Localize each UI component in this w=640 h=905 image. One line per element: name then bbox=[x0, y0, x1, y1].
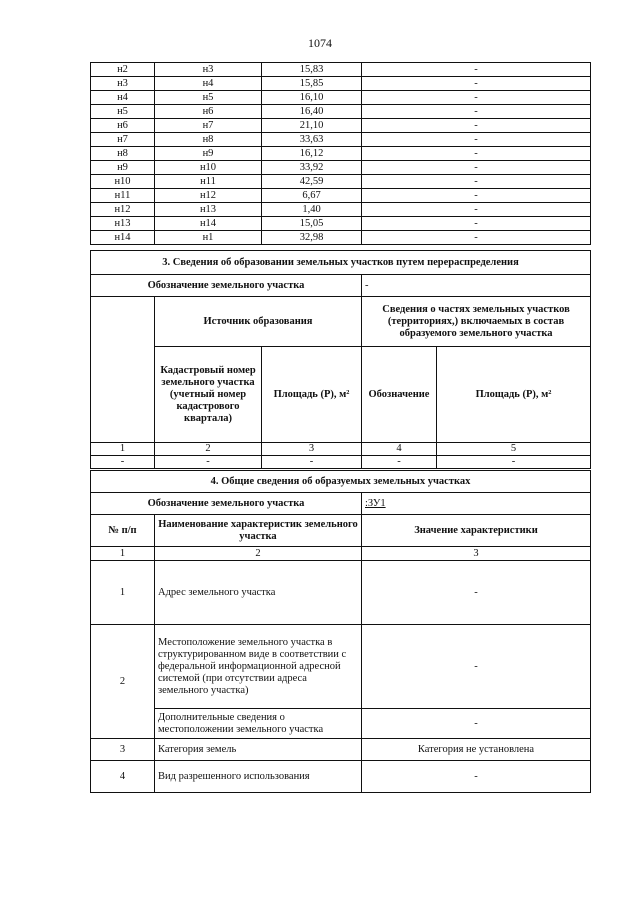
table-row bbox=[91, 203, 591, 217]
section3-designation-label: Обозначение земельного участка bbox=[91, 275, 362, 297]
point-from: н6 bbox=[91, 119, 155, 133]
segment-length: 15,85 bbox=[262, 77, 362, 91]
row-value: - bbox=[362, 561, 591, 625]
table-row bbox=[91, 91, 591, 105]
row-number: 4 bbox=[91, 761, 155, 793]
row-name: Категория земель bbox=[155, 739, 362, 761]
col-number: 5 bbox=[437, 443, 591, 456]
section3-table bbox=[90, 250, 591, 469]
row-value: Категория не установлена bbox=[362, 739, 591, 761]
section4-title: 4. Общие сведения об образуемых земельных участках bbox=[91, 471, 591, 493]
segment-note: - bbox=[362, 119, 591, 133]
table-row bbox=[91, 175, 591, 189]
col-area-header: Площадь (Р), м² bbox=[262, 347, 362, 443]
boundary-points-table bbox=[90, 62, 591, 245]
point-to: н8 bbox=[155, 133, 262, 147]
segment-length: 32,98 bbox=[262, 231, 362, 245]
row-value: - bbox=[362, 761, 591, 793]
data-cell: - bbox=[437, 456, 591, 469]
table-row bbox=[91, 105, 591, 119]
row-value: - bbox=[362, 709, 591, 739]
col-value-header: Значение характеристики bbox=[362, 515, 591, 547]
point-from: н10 bbox=[91, 175, 155, 189]
row-number: 3 bbox=[91, 739, 155, 761]
point-to: н3 bbox=[155, 63, 262, 77]
segment-length: 16,12 bbox=[262, 147, 362, 161]
page-number: 1074 bbox=[308, 36, 332, 50]
point-from: н8 bbox=[91, 147, 155, 161]
col-number: 1 bbox=[91, 443, 155, 456]
row-name: Дополнительные сведения о местоположении земельного участка bbox=[155, 709, 362, 739]
segment-note: - bbox=[362, 175, 591, 189]
table-row bbox=[91, 231, 591, 245]
row-name: Адрес земельного участка bbox=[155, 561, 362, 625]
segment-length: 33,92 bbox=[262, 161, 362, 175]
col-designation-header: Обозначение bbox=[362, 347, 437, 443]
segment-note: - bbox=[362, 203, 591, 217]
section4-designation-label: Обозначение земельного участка bbox=[91, 493, 362, 515]
segment-note: - bbox=[362, 63, 591, 77]
data-cell: - bbox=[155, 456, 262, 469]
data-cell: - bbox=[362, 456, 437, 469]
section3-parts-header: Сведения о частях земельных участков (территориях,) включаемых в состав образуемого земельного участка bbox=[362, 297, 591, 347]
point-to: н14 bbox=[155, 217, 262, 231]
point-from: н14 bbox=[91, 231, 155, 245]
point-to: н10 bbox=[155, 161, 262, 175]
col-cadastral-header: Кадастровый номер земельного участка (учетный номер кадастрового квартала) bbox=[155, 347, 262, 443]
point-from: н3 bbox=[91, 77, 155, 91]
segment-length: 33,63 bbox=[262, 133, 362, 147]
col-number: 4 bbox=[362, 443, 437, 456]
table-row bbox=[91, 217, 591, 231]
segment-note: - bbox=[362, 161, 591, 175]
point-to: н4 bbox=[155, 77, 262, 91]
point-from: н5 bbox=[91, 105, 155, 119]
section3-empty-cell bbox=[91, 297, 155, 443]
point-from: н12 bbox=[91, 203, 155, 217]
row-number: 2 bbox=[91, 625, 155, 739]
segment-note: - bbox=[362, 77, 591, 91]
point-to: н1 bbox=[155, 231, 262, 245]
segment-length: 15,83 bbox=[262, 63, 362, 77]
section4-table bbox=[90, 470, 591, 793]
col-no-header: № п/п bbox=[91, 515, 155, 547]
point-from: н9 bbox=[91, 161, 155, 175]
point-from: н11 bbox=[91, 189, 155, 203]
segment-length: 16,10 bbox=[262, 91, 362, 105]
segment-length: 42,59 bbox=[262, 175, 362, 189]
segment-note: - bbox=[362, 105, 591, 119]
point-from: н4 bbox=[91, 91, 155, 105]
data-cell: - bbox=[91, 456, 155, 469]
data-cell: - bbox=[262, 456, 362, 469]
col-number: 1 bbox=[91, 547, 155, 561]
section3-designation-value: - bbox=[362, 275, 591, 297]
segment-note: - bbox=[362, 189, 591, 203]
segment-length: 6,67 bbox=[262, 189, 362, 203]
col-number: 3 bbox=[362, 547, 591, 561]
segment-note: - bbox=[362, 217, 591, 231]
segment-note: - bbox=[362, 231, 591, 245]
segment-length: 15,05 bbox=[262, 217, 362, 231]
section3-title: 3. Сведения об образовании земельных участков путем перераспределения bbox=[91, 251, 591, 275]
segment-note: - bbox=[362, 91, 591, 105]
table-row bbox=[91, 147, 591, 161]
col-number: 2 bbox=[155, 547, 362, 561]
point-to: н11 bbox=[155, 175, 262, 189]
table-row bbox=[91, 189, 591, 203]
row-name: Вид разрешенного использования bbox=[155, 761, 362, 793]
segment-length: 16,40 bbox=[262, 105, 362, 119]
point-to: н12 bbox=[155, 189, 262, 203]
table-row bbox=[91, 119, 591, 133]
point-to: н5 bbox=[155, 91, 262, 105]
table-row bbox=[91, 77, 591, 91]
section4-designation-value: :ЗУ1 bbox=[362, 493, 591, 515]
row-value: - bbox=[362, 625, 591, 709]
col-area2-header: Площадь (Р), м² bbox=[437, 347, 591, 443]
point-to: н13 bbox=[155, 203, 262, 217]
col-name-header: Наименование характеристик земельного участка bbox=[155, 515, 362, 547]
segment-note: - bbox=[362, 133, 591, 147]
segment-length: 21,10 bbox=[262, 119, 362, 133]
table-row bbox=[91, 161, 591, 175]
row-number: 1 bbox=[91, 561, 155, 625]
point-from: н13 bbox=[91, 217, 155, 231]
segment-length: 1,40 bbox=[262, 203, 362, 217]
section3-source-header: Источник образования bbox=[155, 297, 362, 347]
point-to: н9 bbox=[155, 147, 262, 161]
col-number: 3 bbox=[262, 443, 362, 456]
point-to: н6 bbox=[155, 105, 262, 119]
row-name: Местоположение земельного участка в структурированном виде в соответствии с федеральной информационной адресной системой (при отсутствии адреса земельного участка) bbox=[155, 625, 362, 709]
table-row bbox=[91, 133, 591, 147]
point-from: н2 bbox=[91, 63, 155, 77]
table-row bbox=[91, 63, 591, 77]
point-from: н7 bbox=[91, 133, 155, 147]
segment-note: - bbox=[362, 147, 591, 161]
col-number: 2 bbox=[155, 443, 262, 456]
point-to: н7 bbox=[155, 119, 262, 133]
